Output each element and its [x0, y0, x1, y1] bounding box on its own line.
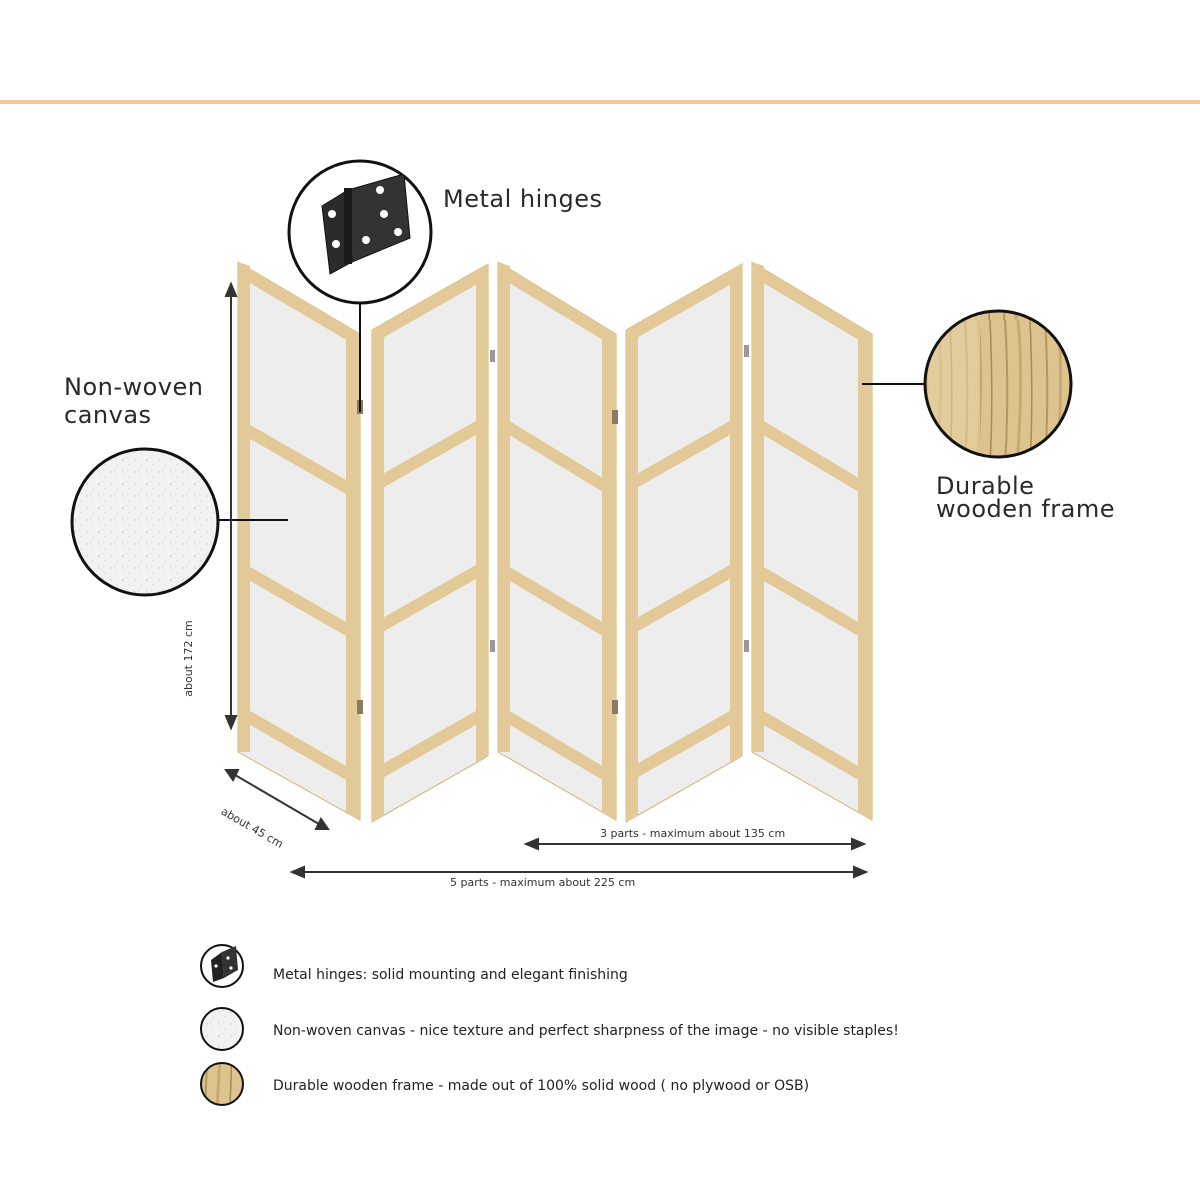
- hinge-icon: [200, 953, 244, 997]
- three-parts-dimension-label: 3 parts - maximum about 135 cm: [600, 827, 786, 840]
- panel-4: [626, 264, 742, 822]
- hinges-callout-label: Metal hinges: [443, 185, 603, 213]
- hinge-mark: [612, 700, 618, 714]
- legend-item-hinges: [200, 950, 628, 1000]
- wood-texture-icon: [200, 1064, 244, 1108]
- panel-1: [238, 262, 360, 820]
- legend-text-canvas: Non-woven canvas - nice texture and perfect sharpness of the image - no visible staples!: [273, 1023, 899, 1039]
- hinge-mark: [490, 350, 495, 362]
- hinge-mark: [744, 640, 749, 652]
- panel-3: [498, 262, 616, 820]
- height-dimension-label: about 172 cm: [181, 620, 195, 697]
- legend-text-hinges: Metal hinges: solid mounting and elegant finishing: [273, 967, 628, 983]
- legend-item-frame: [200, 1061, 809, 1111]
- canvas-texture-icon: [200, 1009, 244, 1053]
- legend-text-frame: Durable wooden frame - made out of 100% solid wood ( no plywood or OSB): [273, 1078, 810, 1094]
- hinge-mark: [357, 700, 363, 714]
- wood-callout: [862, 310, 1080, 460]
- five-parts-dimension-label: 5 parts - maximum about 225 cm: [450, 876, 636, 889]
- canvas-callout-label-line2: canvas: [64, 401, 152, 429]
- frame-callout-label-line2: wooden frame: [936, 495, 1116, 523]
- panel-2: [372, 264, 488, 822]
- canvas-callout-label-line1: Non-woven: [64, 373, 204, 401]
- legend-item-canvas: [200, 1006, 899, 1056]
- hinge-mark: [612, 410, 618, 424]
- screen-panels: [238, 262, 872, 822]
- hinge-mark: [490, 640, 495, 652]
- frame-callout-label-line1: Durable: [936, 472, 1035, 500]
- panel-5: [752, 262, 872, 820]
- hinge-mark: [744, 345, 749, 357]
- depth-dimension-label: about 45 cm: [218, 804, 286, 851]
